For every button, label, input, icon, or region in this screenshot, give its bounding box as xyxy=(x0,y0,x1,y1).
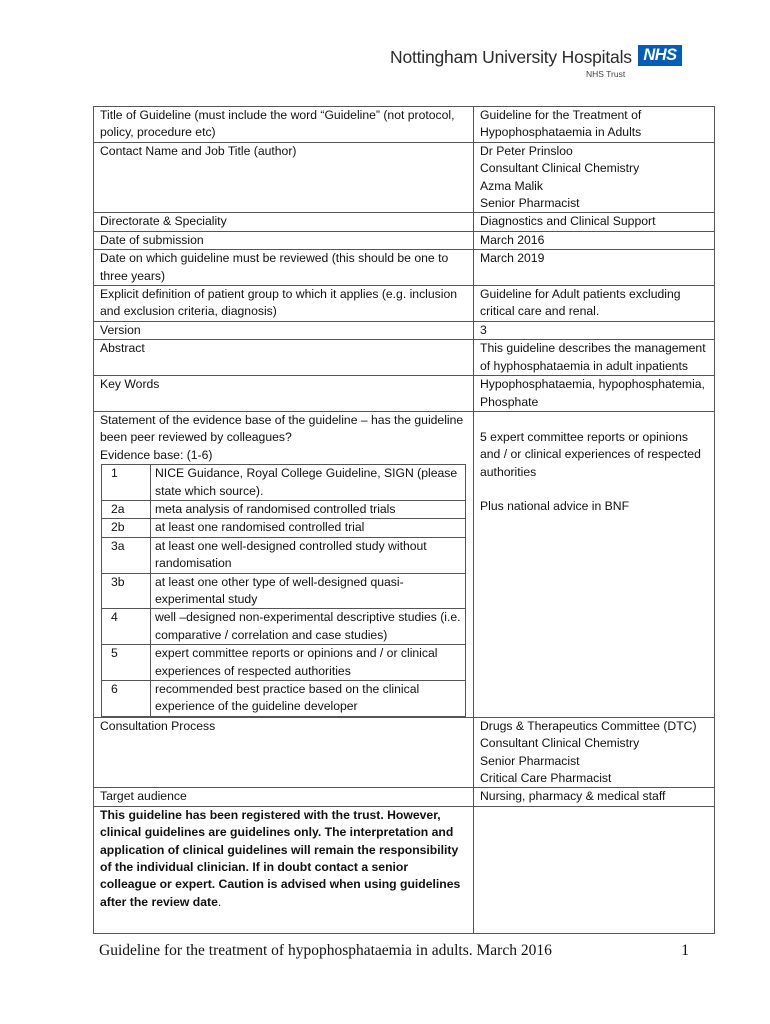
contact-line: Senior Pharmacist xyxy=(480,196,580,211)
evidence-code: 4 xyxy=(102,609,151,645)
evidence-text: recommended best practice based on the clinical experience of the guideline developer xyxy=(151,681,466,717)
evidence-code: 6 xyxy=(102,681,151,717)
empty-cell xyxy=(474,806,715,933)
table-row xyxy=(94,717,715,788)
page-footer xyxy=(99,942,689,960)
evidence-levels-table xyxy=(101,464,466,717)
disclaimer-cell xyxy=(94,806,474,933)
submission-value: March 2016 xyxy=(474,231,715,249)
keywords-label: Key Words xyxy=(94,376,474,412)
table-row xyxy=(94,107,715,143)
contact-label: Contact Name and Job Title (author) xyxy=(94,142,474,213)
header-logo xyxy=(390,44,690,84)
evidence-base-label: Evidence base: (1-6) xyxy=(100,447,213,462)
consultation-label: Consultation Process xyxy=(94,717,474,788)
evidence-label: Statement of the evidence base of the guideline – has the guideline been peer reviewed by colleagues? xyxy=(100,412,464,445)
evidence-code: 3a xyxy=(102,537,151,573)
evidence-value: 5 expert committee reports or opinions and / or clinical experiences of respected authorities xyxy=(480,429,701,479)
evidence-extra: Plus national advice in BNF xyxy=(480,499,630,514)
table-row xyxy=(94,788,715,806)
evidence-code: 2a xyxy=(102,500,151,518)
table-row xyxy=(102,573,466,609)
page-number: 1 xyxy=(681,942,689,959)
evidence-text: well –designed non-experimental descriptive studies (i.e. comparative / correlation and case studies) xyxy=(151,609,466,645)
directorate-label: Directorate & Speciality xyxy=(94,213,474,231)
evidence-text: meta analysis of randomised controlled trials xyxy=(151,500,466,518)
trust-label: NHS Trust xyxy=(586,69,626,79)
evidence-value-cell xyxy=(474,411,715,717)
audience-value: Nursing, pharmacy & medical staff xyxy=(474,788,715,806)
evidence-code: 1 xyxy=(102,465,151,501)
contact-value xyxy=(474,142,715,213)
nhs-logo-text: NHS xyxy=(643,46,677,64)
submission-label: Date of submission xyxy=(94,231,474,249)
consultation-line: Consultant Clinical Chemistry xyxy=(480,736,640,751)
version-value: 3 xyxy=(474,321,715,339)
audience-label: Target audience xyxy=(94,788,474,806)
table-row xyxy=(102,500,466,518)
table-row xyxy=(94,231,715,249)
evidence-code: 3b xyxy=(102,573,151,609)
table-row xyxy=(94,340,715,376)
table-row xyxy=(94,806,715,933)
title-value: Guideline for the Treatment of Hypophosphataemia in Adults xyxy=(474,107,715,143)
abstract-label: Abstract xyxy=(94,340,474,376)
organisation-name: Nottingham University Hospitals xyxy=(390,47,632,67)
evidence-text: at least one randomised controlled trial xyxy=(151,519,466,537)
consultation-line: Critical Care Pharmacist xyxy=(480,771,612,786)
consultation-line: Drugs & Therapeutics Committee (DTC) xyxy=(480,718,697,733)
evidence-text: NICE Guidance, Royal College Guideline, SIGN (please state which source). xyxy=(151,465,466,501)
evidence-code: 2b xyxy=(102,519,151,537)
table-row xyxy=(102,537,466,573)
consultation-value xyxy=(474,717,715,788)
keywords-value: Hypophosphataemia, hypophosphatemia, Phosphate xyxy=(474,376,715,412)
contact-line: Azma Malik xyxy=(480,178,543,193)
consultation-line: Senior Pharmacist xyxy=(480,753,580,768)
table-row xyxy=(94,213,715,231)
table-row xyxy=(94,321,715,339)
table-row xyxy=(102,681,466,717)
table-row xyxy=(94,376,715,412)
table-row xyxy=(94,411,715,717)
directorate-value: Diagnostics and Clinical Support xyxy=(474,213,715,231)
evidence-cell xyxy=(94,411,474,717)
patient-group-label: Explicit definition of patient group to which it applies (e.g. inclusion and exclusion criteria, diagnosis) xyxy=(94,286,474,322)
table-row xyxy=(102,519,466,537)
footer-text: Guideline for the treatment of hypophosphataemia in adults. March 2016 xyxy=(99,942,552,959)
evidence-text: at least one other type of well-designed quasi-experimental study xyxy=(151,573,466,609)
evidence-text: at least one well-designed controlled study without randomisation xyxy=(151,537,466,573)
review-value: March 2019 xyxy=(474,250,715,286)
evidence-text: expert committee reports or opinions and / or clinical experiences of respected authorities xyxy=(151,645,466,681)
table-row xyxy=(94,142,715,213)
table-row xyxy=(102,465,466,501)
table-row xyxy=(94,250,715,286)
table-row xyxy=(102,609,466,645)
contact-line: Consultant Clinical Chemistry xyxy=(480,161,640,176)
table-row xyxy=(102,645,466,681)
title-label: Title of Guideline (must include the word “Guideline” (not protocol, policy, procedure etc) xyxy=(94,107,474,143)
version-label: Version xyxy=(94,321,474,339)
evidence-code: 5 xyxy=(102,645,151,681)
nhs-logo xyxy=(638,45,682,66)
disclaimer-end: . xyxy=(217,894,222,909)
guideline-info-table xyxy=(93,106,715,934)
contact-line: Dr Peter Prinsloo xyxy=(480,143,573,158)
table-row xyxy=(94,286,715,322)
abstract-value: This guideline describes the management of hyphosphataemia in adult inpatients xyxy=(474,340,715,376)
review-label: Date on which guideline must be reviewed (this should be one to three years) xyxy=(94,250,474,286)
patient-group-value: Guideline for Adult patients excluding critical care and renal. xyxy=(474,286,715,322)
disclaimer-text: This guideline has been registered with the trust. However, clinical guidelines are guidelines only. The interpretation and application of clinical guidelines will remain the responsibility of the individual clinician. If in doubt contact a senior colleague or expert. Caution is advised when using guidelines after the review date xyxy=(100,807,461,909)
